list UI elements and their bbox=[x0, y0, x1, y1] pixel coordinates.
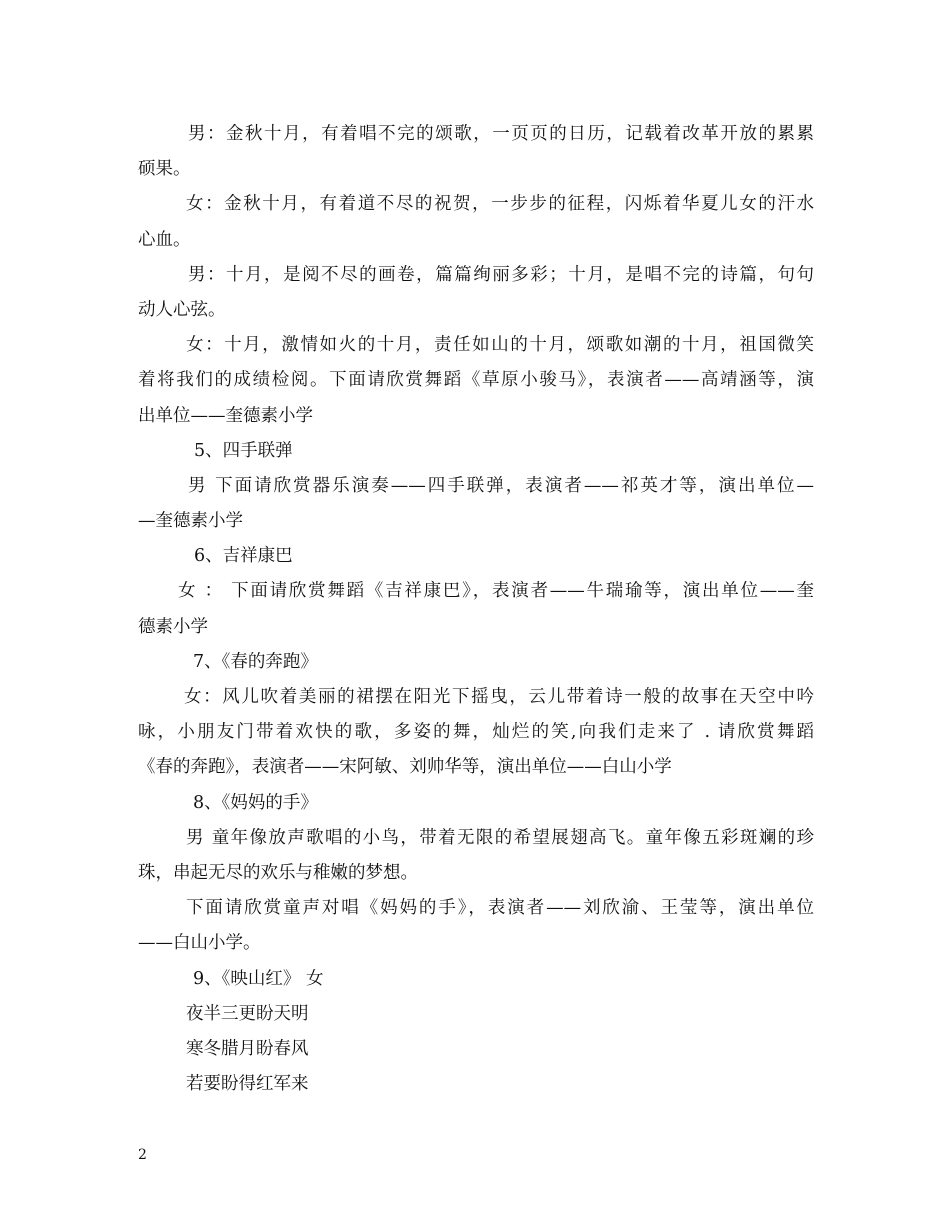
text-line: 咏，小朋友门带着欢快的歌，多姿的舞，灿烂的笑,向我们走来了 . 请欣赏舞蹈 bbox=[138, 722, 814, 743]
text-line: 女：十月，激情如火的十月，责任如山的十月，颂歌如潮的十月，祖国微笑 bbox=[186, 335, 814, 356]
text-line: 下面请欣赏童声对唱《妈妈的手》，表演者——刘欣渝、王莹等，演出单位 bbox=[186, 898, 814, 919]
text-line: 《春的奔跑》，表演者——宋阿敏、刘帅华等，演出单位——白山小学 bbox=[138, 757, 672, 778]
text-line: 出单位——奎德素小学 bbox=[138, 405, 313, 426]
section-heading: 5、四手联弹 bbox=[194, 440, 293, 461]
text-line: 珠，串起无尽的欢乐与稚嫩的梦想。 bbox=[138, 862, 418, 883]
text-line: 男：金秋十月，有着唱不完的颂歌，一页页的日历，记载着改革开放的累累 bbox=[188, 124, 814, 144]
body-text bbox=[138, 117, 814, 1102]
section-heading: 6、吉祥康巴 bbox=[194, 546, 293, 567]
text-line: 着将我们的成绩检阅。下面请欣赏舞蹈《草原小骏马》，表演者——高靖涵等，演 bbox=[138, 370, 814, 391]
text-line: 硕果。 bbox=[138, 159, 191, 180]
text-line: 女：风儿吹着美丽的裙摆在阳光下摇曳，云儿带着诗一般的故事在天空中吟 bbox=[184, 687, 814, 707]
text-line: 男 下面请欣赏器乐演奏——四手联弹，表演者——祁英才等，演出单位— bbox=[188, 475, 814, 496]
text-line: 男：十月，是阅不尽的画卷，篇篇绚丽多彩；十月，是唱不完的诗篇，句句 bbox=[188, 264, 814, 285]
section-heading: 8、《妈妈的手》 bbox=[193, 792, 318, 813]
text-line: —奎德素小学 bbox=[138, 511, 243, 532]
text-line: 动人心弦。 bbox=[138, 299, 226, 320]
section-heading: 9、《映山红》 女 bbox=[193, 968, 324, 989]
section-heading: 7、《春的奔跑》 bbox=[193, 651, 318, 672]
text-line: 女 ： 下面请欣赏舞蹈《吉祥康巴》，表演者——牛瑞瑜等，演出单位——奎 bbox=[178, 581, 814, 602]
text-line: 男 童年像放声歌唱的小鸟，带着无限的希望展翅高飞。童年像五彩斑斓的珍 bbox=[186, 827, 814, 848]
text-line: 女：金秋十月，有着道不尽的祝贺，一步步的征程，闪烁着华夏儿女的汗水 bbox=[186, 194, 814, 215]
text-line: 德素小学 bbox=[138, 616, 208, 637]
poem-line: 若要盼得红军来 bbox=[186, 1074, 309, 1095]
page-number: 2 bbox=[138, 1147, 147, 1163]
text-line: ——白山小学。 bbox=[138, 933, 261, 954]
poem-line: 寒冬腊月盼春风 bbox=[186, 1038, 309, 1059]
text-line: 心血。 bbox=[138, 229, 191, 250]
poem-line: 夜半三更盼天明 bbox=[186, 1003, 309, 1024]
